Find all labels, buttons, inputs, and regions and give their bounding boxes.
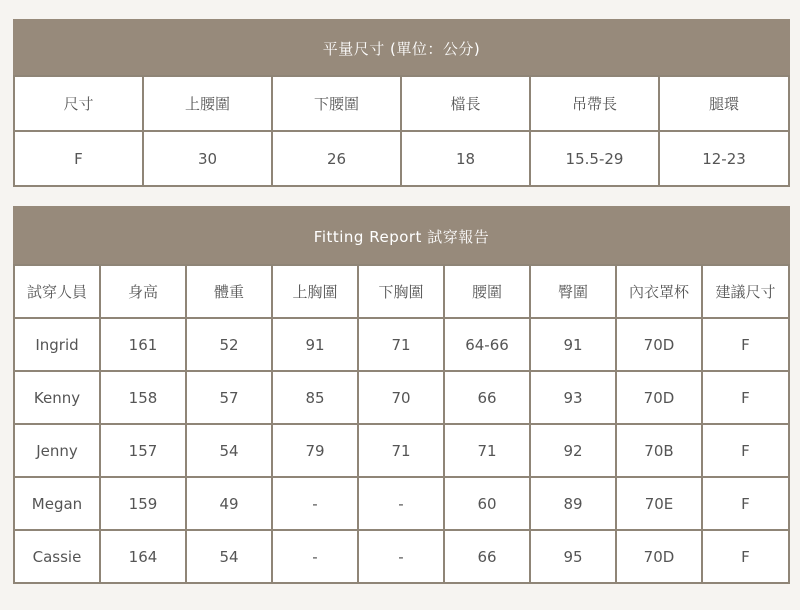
- size-table-header-row: [14, 76, 789, 131]
- size-cell: 26: [272, 131, 401, 186]
- table-row: [14, 530, 789, 583]
- table-cell: 89: [530, 477, 616, 530]
- size-cell: 30: [143, 131, 272, 186]
- size-cell: F: [14, 131, 143, 186]
- table-cell: 158: [100, 371, 186, 424]
- size-cell: 12-23: [659, 131, 789, 186]
- table-cell: 161: [100, 318, 186, 371]
- table-cell: 92: [530, 424, 616, 477]
- table-cell: 159: [100, 477, 186, 530]
- table-cell: F: [702, 371, 789, 424]
- size-header-cell: 腿環: [659, 76, 789, 131]
- fitting-header-cell: 腰圍: [444, 265, 530, 318]
- table-row: [14, 318, 789, 371]
- table-cell: 66: [444, 371, 530, 424]
- fitting-header-cell: 內衣罩杯: [616, 265, 702, 318]
- size-cell: 18: [401, 131, 530, 186]
- size-table-title: 平量尺寸 (單位：公分): [14, 20, 789, 76]
- tester-name: Ingrid: [14, 318, 100, 371]
- table-cell: 91: [530, 318, 616, 371]
- table-cell: -: [358, 530, 444, 583]
- table-cell: F: [702, 530, 789, 583]
- table-cell: 57: [186, 371, 272, 424]
- table-cell: 54: [186, 424, 272, 477]
- table-cell: 54: [186, 530, 272, 583]
- size-header-cell: 上腰圍: [143, 76, 272, 131]
- table-cell: 85: [272, 371, 358, 424]
- fitting-header-cell: 臀圍: [530, 265, 616, 318]
- table-cell: 70B: [616, 424, 702, 477]
- table-cell: 157: [100, 424, 186, 477]
- fitting-header-cell: 試穿人員: [14, 265, 100, 318]
- tester-name: Jenny: [14, 424, 100, 477]
- size-header-cell: 檔長: [401, 76, 530, 131]
- table-cell: 70D: [616, 530, 702, 583]
- tester-name: Megan: [14, 477, 100, 530]
- table-row: [14, 477, 789, 530]
- table-cell: 164: [100, 530, 186, 583]
- size-header-cell: 吊帶長: [530, 76, 659, 131]
- table-cell: 93: [530, 371, 616, 424]
- table-row: [14, 371, 789, 424]
- size-header-cell: 尺寸: [14, 76, 143, 131]
- size-header-cell: 下腰圍: [272, 76, 401, 131]
- fitting-header-cell: 下胸圍: [358, 265, 444, 318]
- table-cell: 70D: [616, 371, 702, 424]
- table-cell: 71: [444, 424, 530, 477]
- table-cell: F: [702, 477, 789, 530]
- table-cell: -: [358, 477, 444, 530]
- fitting-header-cell: 上胸圍: [272, 265, 358, 318]
- table-cell: 71: [358, 424, 444, 477]
- table-cell: 49: [186, 477, 272, 530]
- table-cell: 91: [272, 318, 358, 371]
- table-cell: 71: [358, 318, 444, 371]
- table-row: [14, 424, 789, 477]
- fitting-header-cell: 身高: [100, 265, 186, 318]
- table-cell: 79: [272, 424, 358, 477]
- table-cell: 70: [358, 371, 444, 424]
- table-cell: F: [702, 318, 789, 371]
- fitting-header-cell: 建議尺寸: [702, 265, 789, 318]
- table-cell: 52: [186, 318, 272, 371]
- size-measurement-table: [13, 19, 790, 187]
- table-cell: 70E: [616, 477, 702, 530]
- fitting-header-row: [14, 265, 789, 318]
- tester-name: Cassie: [14, 530, 100, 583]
- table-cell: -: [272, 530, 358, 583]
- size-table-row: [14, 131, 789, 186]
- tester-name: Kenny: [14, 371, 100, 424]
- fitting-report-table: [13, 206, 790, 584]
- fitting-header-cell: 體重: [186, 265, 272, 318]
- table-cell: -: [272, 477, 358, 530]
- table-cell: F: [702, 424, 789, 477]
- table-cell: 64-66: [444, 318, 530, 371]
- table-cell: 95: [530, 530, 616, 583]
- table-cell: 66: [444, 530, 530, 583]
- size-cell: 15.5-29: [530, 131, 659, 186]
- table-cell: 70D: [616, 318, 702, 371]
- fitting-report-title: Fitting Report 試穿報告: [14, 207, 789, 265]
- table-cell: 60: [444, 477, 530, 530]
